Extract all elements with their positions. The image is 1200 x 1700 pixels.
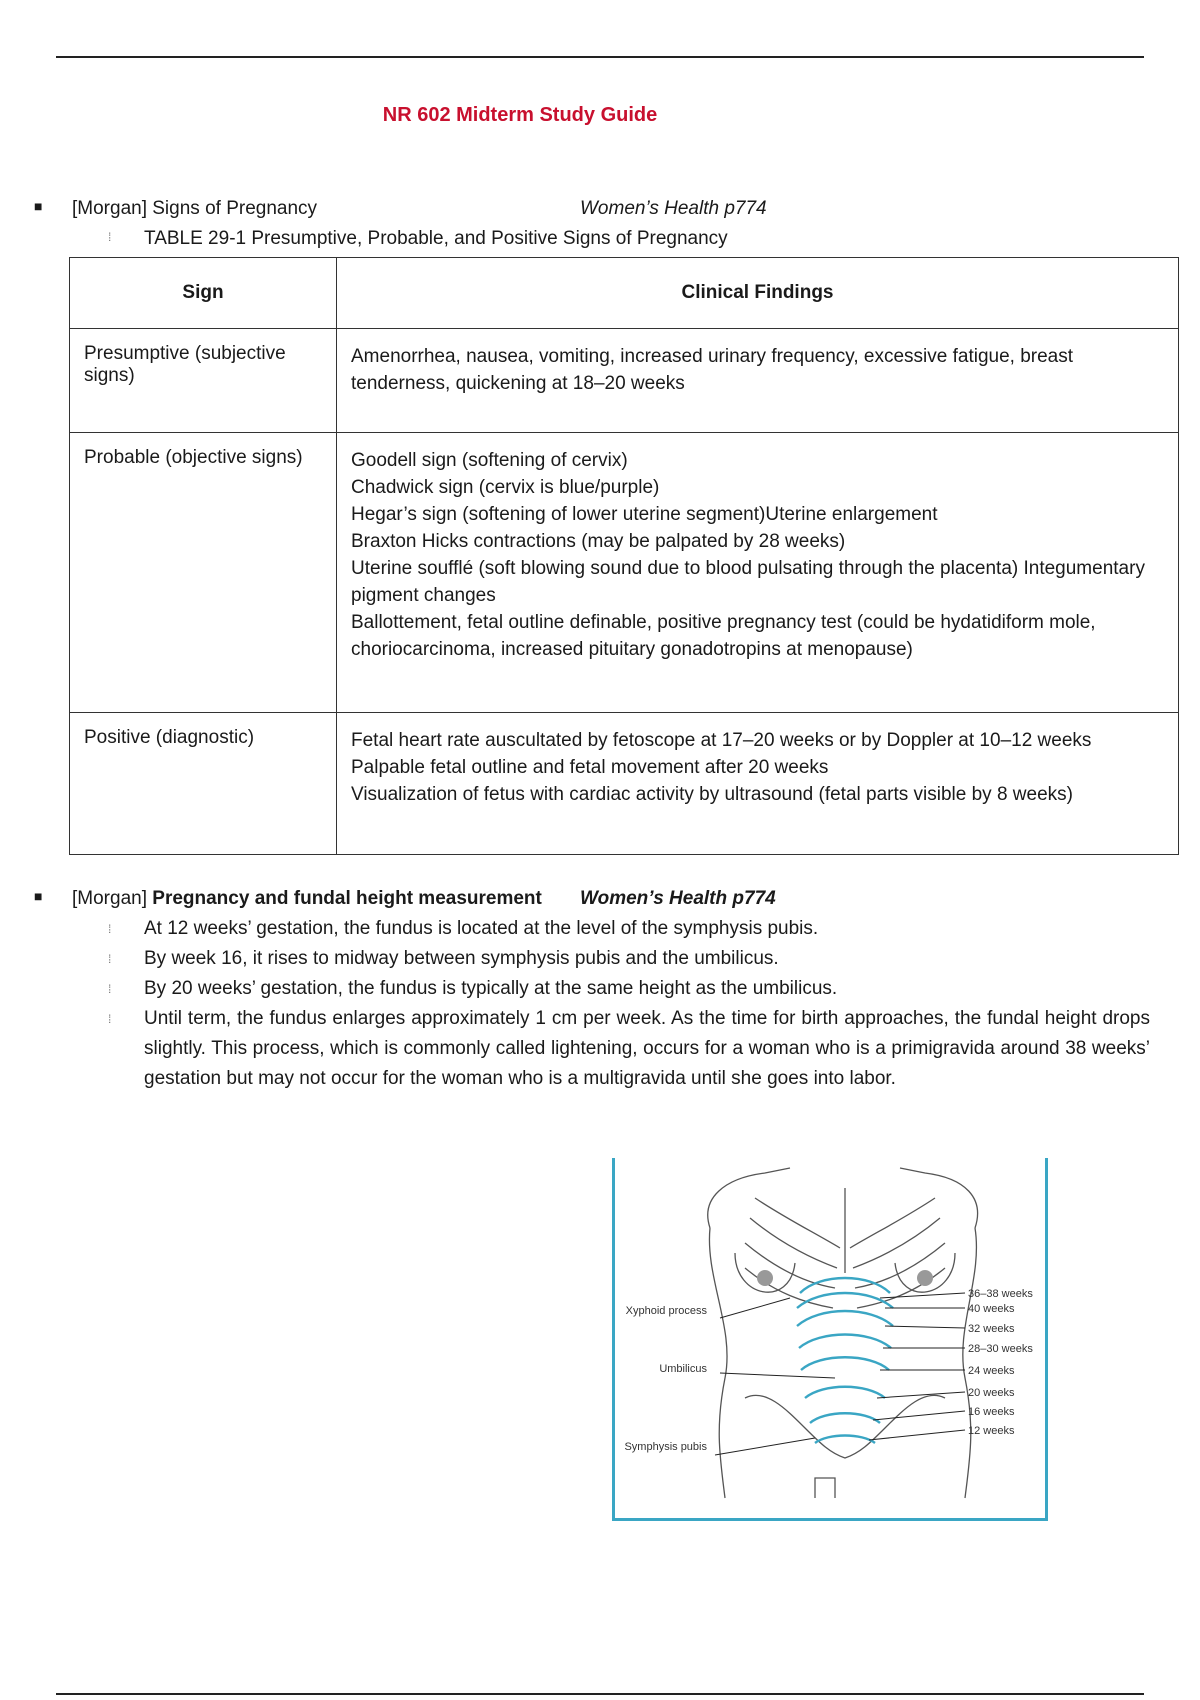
table-header-row bbox=[70, 258, 1179, 329]
header-sign: Sign bbox=[70, 258, 337, 329]
list-item-text: By 20 weeks’ gestation, the fundus is typically at the same height as the umbilicus. bbox=[144, 978, 838, 999]
sign-cell: Probable (objective signs) bbox=[70, 433, 337, 713]
section-reference: Women’s Health p774 bbox=[580, 888, 776, 909]
sign-cell: Presumptive (subjective signs) bbox=[70, 329, 337, 433]
fundal-height-figure bbox=[612, 1158, 1048, 1521]
label-32-weeks: 32 weeks bbox=[968, 1323, 1015, 1335]
list-item-text: Until term, the fundus enlarges approximately 1 cm per week. As the time for birth approaches, the fundal height drops slightly. This process, which is commonly called lightening, occurs for a woman who is a primigravida around 38 weeks’ gestation but may not occur for the woman who is a multigravida until she goes into labor. bbox=[144, 1008, 1150, 1089]
torso-illustration bbox=[615, 1158, 1045, 1518]
sub-bullet-icon: ⁞ bbox=[108, 230, 112, 244]
sub-bullet-icon: ⁞ bbox=[108, 922, 112, 936]
section-label bbox=[72, 888, 542, 910]
label-24-weeks: 24 weeks bbox=[968, 1365, 1015, 1377]
sign-cell: Positive (diagnostic) bbox=[70, 713, 337, 855]
sub-bullet-icon: ⁞ bbox=[108, 952, 112, 966]
page-title: NR 602 Midterm Study Guide bbox=[382, 104, 658, 126]
finding-line: Uterine soufflé (soft blowing sound due to blood pulsating through the placenta) Integumentary pigment changes bbox=[351, 558, 1145, 606]
list-item bbox=[100, 944, 1150, 974]
list-item bbox=[100, 1004, 1150, 1094]
list-item bbox=[100, 914, 1150, 944]
fundal-height-list bbox=[100, 914, 1150, 1094]
sub-bullet-icon: ⁞ bbox=[108, 1012, 112, 1026]
label-16-weeks: 16 weeks bbox=[968, 1406, 1015, 1418]
bullet-icon: ■ bbox=[34, 198, 43, 214]
section-reference: Women’s Health p774 bbox=[580, 198, 767, 219]
finding-line: Hegar’s sign (softening of lower uterine segment)Uterine enlargement bbox=[351, 504, 938, 525]
finding-line: Visualization of fetus with cardiac activity by ultrasound (fetal parts visible by 8 weeks) bbox=[351, 784, 1073, 805]
table-row bbox=[70, 433, 1179, 713]
section-label-bold: Pregnancy and fundal height measurement bbox=[152, 888, 542, 909]
header-clinical-findings: Clinical Findings bbox=[337, 258, 1179, 329]
signs-table bbox=[69, 257, 1179, 855]
finding-line: Amenorrhea, nausea, vomiting, increased urinary frequency, excessive fatigue, breast tenderness, quickening at 18–20 weeks bbox=[351, 346, 1074, 394]
section-label: [Morgan] Signs of Pregnancy bbox=[72, 198, 318, 219]
list-item-text: By week 16, it rises to midway between symphysis pubis and the umbilicus. bbox=[144, 948, 779, 969]
sub-bullet-icon: ⁞ bbox=[108, 982, 112, 996]
list-item-text: At 12 weeks’ gestation, the fundus is located at the level of the symphysis pubis. bbox=[144, 918, 819, 939]
bullet-icon: ■ bbox=[34, 888, 43, 904]
label-40-weeks: 40 weeks bbox=[968, 1303, 1015, 1315]
finding-line: Braxton Hicks contractions (may be palpated by 28 weeks) bbox=[351, 531, 846, 552]
findings-cell bbox=[337, 433, 1179, 713]
findings-cell bbox=[337, 713, 1179, 855]
label-36-38-weeks: 36–38 weeks bbox=[968, 1288, 1033, 1300]
label-symphysis: Symphysis pubis bbox=[624, 1441, 707, 1453]
finding-line: Fetal heart rate auscultated by fetoscope at 17–20 weeks or by Doppler at 10–12 weeks bbox=[351, 730, 1092, 751]
table-row bbox=[70, 329, 1179, 433]
finding-line: Ballottement, fetal outline definable, positive pregnancy test (could be hydatidiform mole, choriocarcinoma, increased pituitary gonadotropins at menopause) bbox=[351, 612, 1096, 660]
label-umbilicus: Umbilicus bbox=[659, 1363, 707, 1375]
section-label-prefix: [Morgan] bbox=[72, 888, 147, 909]
top-rule bbox=[56, 56, 1144, 58]
label-12-weeks: 12 weeks bbox=[968, 1425, 1015, 1437]
label-20-weeks: 20 weeks bbox=[968, 1387, 1015, 1399]
finding-line: Goodell sign (softening of cervix) bbox=[351, 450, 628, 471]
finding-line: Chadwick sign (cervix is blue/purple) bbox=[351, 477, 660, 498]
list-item bbox=[100, 974, 1150, 1004]
label-28-30-weeks: 28–30 weeks bbox=[968, 1343, 1033, 1355]
table-row bbox=[70, 713, 1179, 855]
findings-cell bbox=[337, 329, 1179, 433]
table-caption: TABLE 29-1 Presumptive, Probable, and Positive Signs of Pregnancy bbox=[144, 228, 728, 249]
label-xyphoid: Xyphoid process bbox=[625, 1305, 707, 1317]
finding-line: Palpable fetal outline and fetal movement after 20 weeks bbox=[351, 757, 829, 778]
bottom-rule bbox=[56, 1693, 1144, 1695]
